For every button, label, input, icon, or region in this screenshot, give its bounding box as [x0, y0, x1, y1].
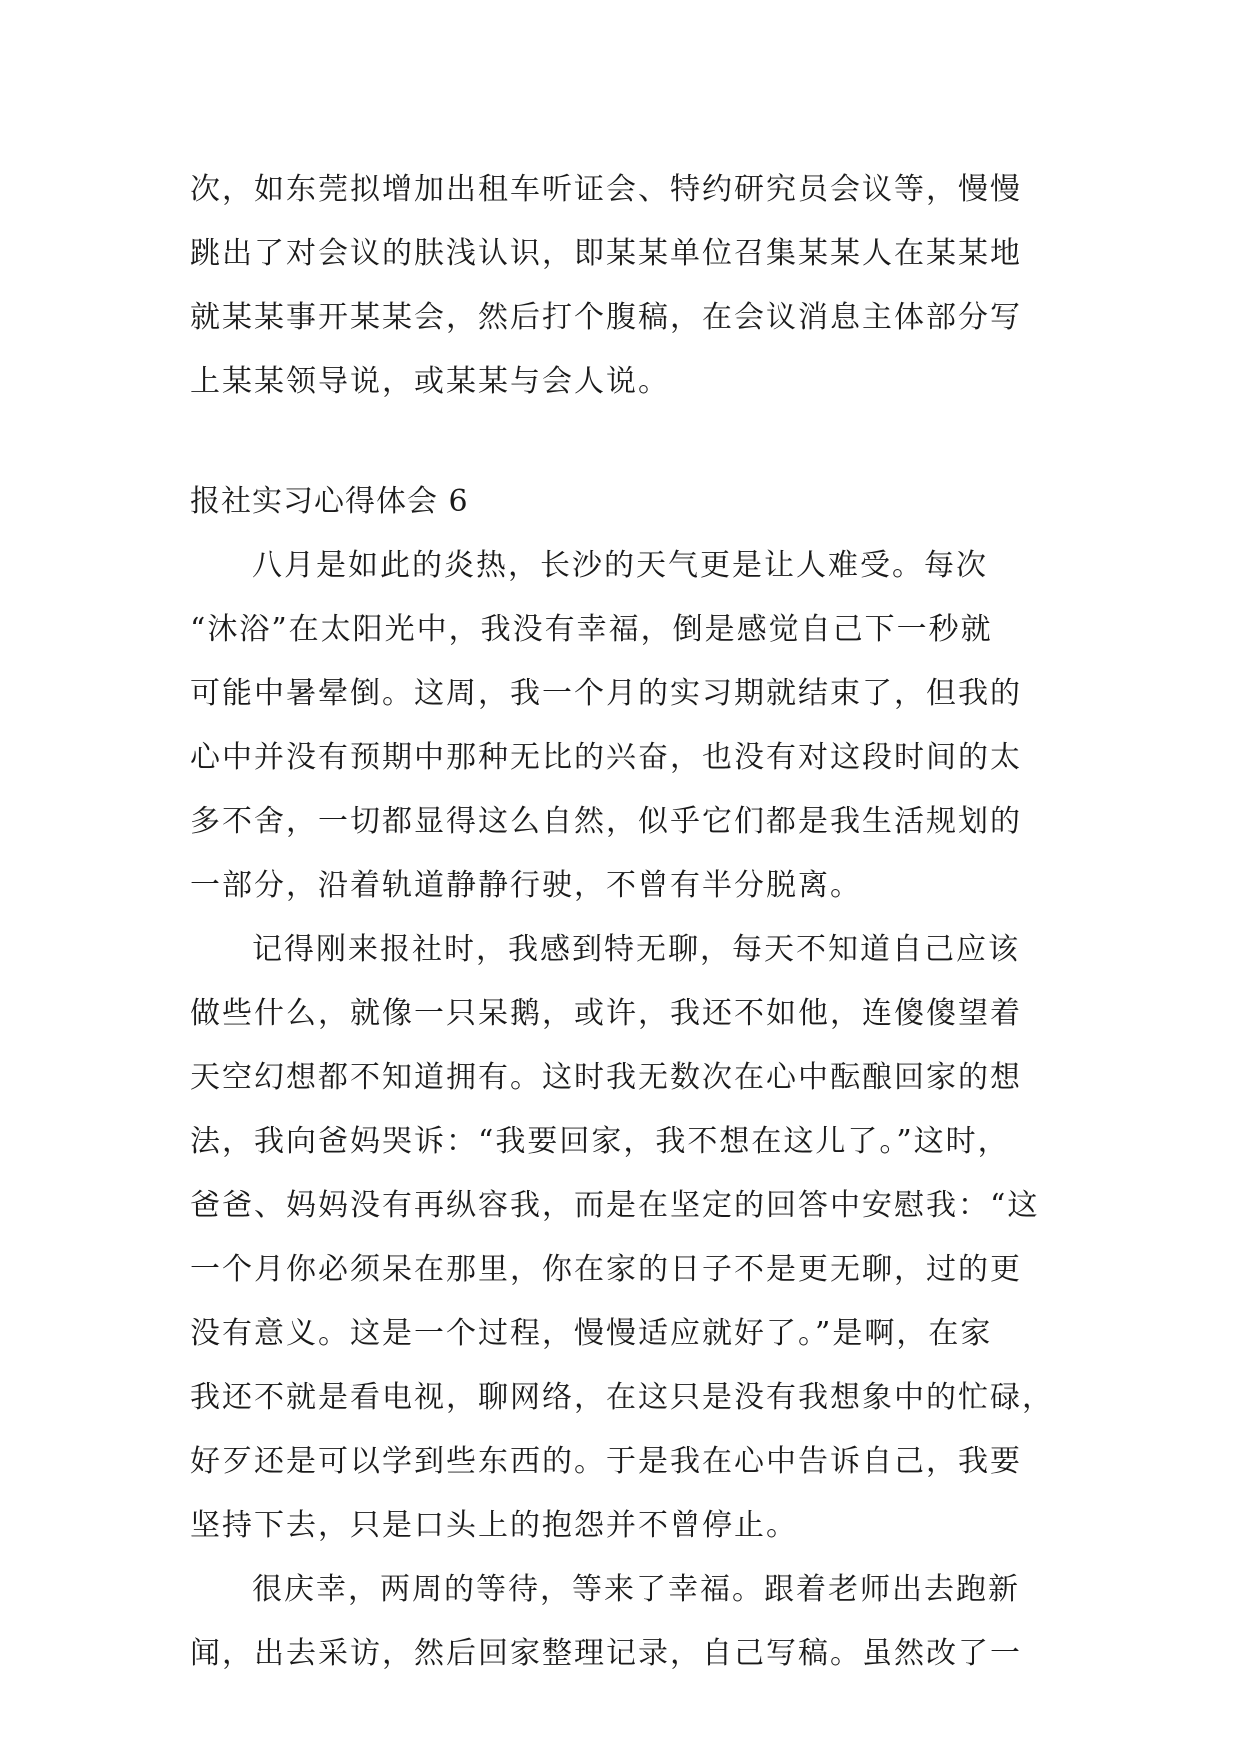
intro-line: 上某某领导说，或某某与会人说。	[190, 364, 670, 399]
intro-line: 跳出了对会议的肤浅认识，即某某单位召集某某人在某某地	[190, 236, 1022, 271]
paragraph-line: 爸爸、妈妈没有再纵容我，而是在坚定的回答中安慰我：“这	[190, 1188, 1040, 1223]
paragraph-3	[190, 1558, 1052, 1686]
paragraph-2	[190, 918, 1052, 1558]
paragraph-line: 我还不就是看电视，聊网络，在这只是没有我想象中的忙碌，	[190, 1380, 1054, 1415]
paragraph-line: 一部分，沿着轨道静静行驶，不曾有半分脱离。	[190, 868, 862, 903]
paragraph-line: 没有意义。这是一个过程，慢慢适应就好了。”是啊，在家	[190, 1316, 993, 1351]
paragraph-line: 天空幻想都不知道拥有。这时我无数次在心中酝酿回家的想	[190, 1060, 1022, 1095]
paragraph-line: 心中并没有预期中那种无比的兴奋，也没有对这段时间的太	[190, 740, 1022, 775]
paragraph-line: 法，我向爸妈哭诉：“我要回家，我不想在这儿了。”这时，	[190, 1124, 1010, 1159]
paragraph-line: “沐浴”在太阳光中，我没有幸福，倒是感觉自己下一秒就	[190, 612, 993, 647]
section-title: 报社实习心得体会 6	[190, 484, 469, 519]
paragraph-line: 好歹还是可以学到些东西的。于是我在心中告诉自己，我要	[190, 1444, 1022, 1479]
paragraph-1	[190, 534, 1052, 918]
paragraph-line: 多不舍，一切都显得这么自然，似乎它们都是我生活规划的	[190, 804, 1022, 839]
paragraph-line: 做些什么，就像一只呆鹅，或许，我还不如他，连傻傻望着	[190, 996, 1022, 1031]
intro-line: 就某某事开某某会，然后打个腹稿，在会议消息主体部分写	[190, 300, 1022, 335]
paragraph-line: 很庆幸，两周的等待，等来了幸福。跟着老师出去跑新	[252, 1572, 1020, 1607]
document-body	[190, 158, 1052, 1686]
paragraph-line: 闻，出去采访，然后回家整理记录，自己写稿。虽然改了一	[190, 1636, 1022, 1671]
paragraph-line: 八月是如此的炎热，长沙的天气更是让人难受。每次	[252, 548, 988, 583]
intro-line: 次，如东莞拟增加出租车听证会、特约研究员会议等，慢慢	[190, 172, 1022, 207]
paragraph-line: 坚持下去，只是口头上的抱怨并不曾停止。	[190, 1508, 798, 1543]
paragraph-line: 一个月你必须呆在那里，你在家的日子不是更无聊，过的更	[190, 1252, 1022, 1287]
paragraph-line: 可能中暑晕倒。这周，我一个月的实习期就结束了，但我的	[190, 676, 1022, 711]
section-gap	[190, 414, 1052, 470]
paragraph-line: 记得刚来报社时，我感到特无聊，每天不知道自己应该	[252, 932, 1020, 967]
